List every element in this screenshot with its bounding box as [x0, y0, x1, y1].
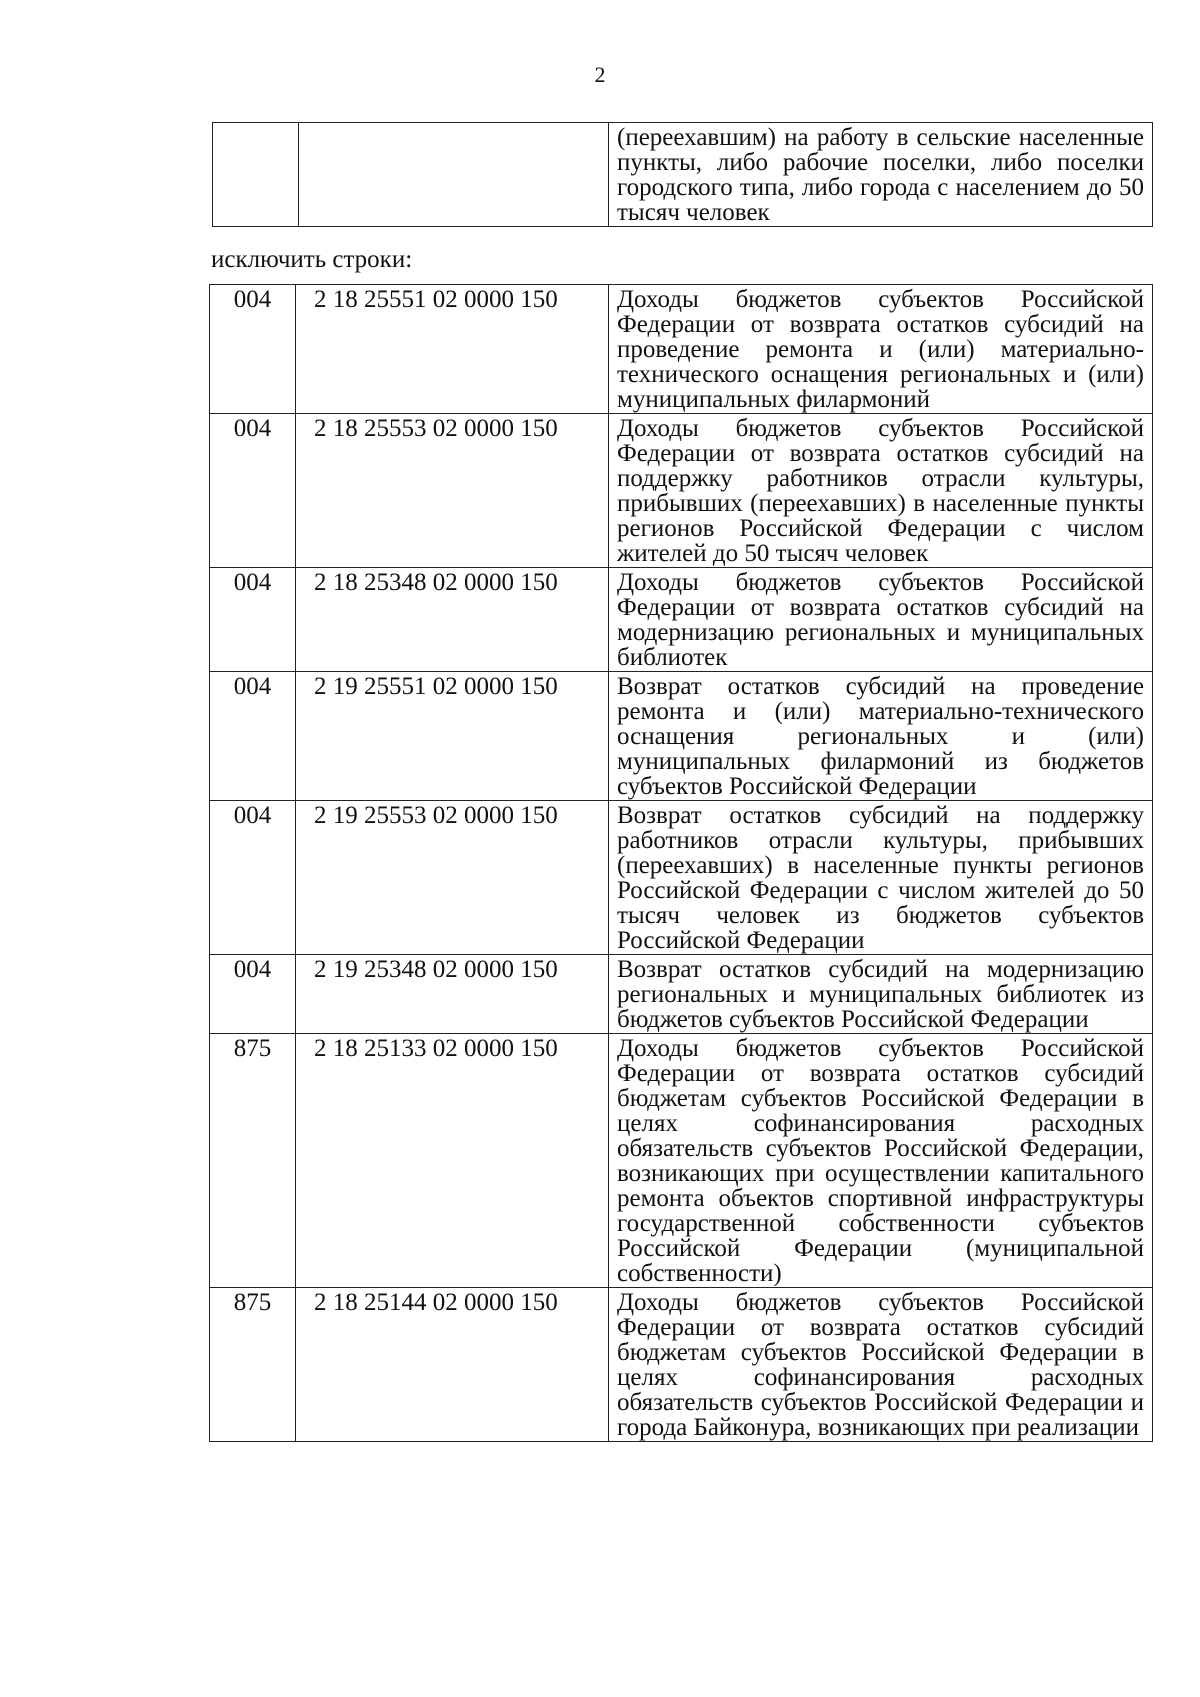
page-number: 2 — [594, 62, 606, 87]
table-row — [210, 801, 1153, 955]
admin-code-cell: 004 — [210, 672, 296, 801]
income-code-cell — [299, 123, 609, 227]
continuation-table — [212, 122, 1153, 227]
section-label: исключить строки: — [211, 246, 413, 273]
excluded-rows-table — [209, 284, 1153, 1442]
description-cell: (переехавшим) на работу в сельские населенные пункты, либо рабочие поселки, либо поселки городского типа, либо города с населением до 50 тысяч человек — [609, 123, 1153, 227]
admin-code-cell: 004 — [210, 801, 296, 955]
description-cell: Возврат остатков субсидий на модернизацию региональных и муниципальных библиотек из бюджетов субъектов Российской Федерации — [609, 955, 1153, 1034]
income-code-cell: 2 18 25551 02 0000 150 — [296, 285, 609, 414]
income-code-cell: 2 18 25348 02 0000 150 — [296, 568, 609, 672]
description-cell: Доходы бюджетов субъектов Российской Федерации от возврата остатков субсидий бюджетам субъектов Российской Федерации в целях софинансирования расходных обязательств субъектов Российской Федерации и города Байконура, возникающих при реализации — [609, 1288, 1153, 1442]
table-row — [213, 123, 1153, 227]
income-code-cell: 2 18 25553 02 0000 150 — [296, 414, 609, 568]
admin-code-cell: 004 — [210, 414, 296, 568]
description-cell: Возврат остатков субсидий на поддержку работников отрасли культуры, прибывших (переехавших) в населенные пункты регионов Российской Федерации с числом жителей до 50 тысяч человек из бюджетов субъектов Российской Федерации — [609, 801, 1153, 955]
admin-code-cell: 875 — [210, 1288, 296, 1442]
table-row — [210, 414, 1153, 568]
income-code-cell: 2 19 25551 02 0000 150 — [296, 672, 609, 801]
income-code-cell: 2 18 25144 02 0000 150 — [296, 1288, 609, 1442]
table-row — [210, 1288, 1153, 1442]
income-code-cell: 2 19 25348 02 0000 150 — [296, 955, 609, 1034]
table-row — [210, 285, 1153, 414]
income-code-cell: 2 18 25133 02 0000 150 — [296, 1034, 609, 1288]
table-row — [210, 955, 1153, 1034]
table-row — [210, 568, 1153, 672]
description-cell: Возврат остатков субсидий на проведение ремонта и (или) материально-технического оснащения региональных и (или) муниципальных филармоний из бюджетов субъектов Российской Федерации — [609, 672, 1153, 801]
description-cell: Доходы бюджетов субъектов Российской Федерации от возврата остатков субсидий бюджетам субъектов Российской Федерации в целях софинансирования расходных обязательств субъектов Российской Федерации, возникающих при осуществлении капитального ремонта объектов спортивной инфраструктуры государственной собственности субъектов Российской Федерации (муниципальной собственности) — [609, 1034, 1153, 1288]
table-row — [210, 672, 1153, 801]
description-cell: Доходы бюджетов субъектов Российской Федерации от возврата остатков субсидий на проведение ремонта и (или) материально-технического оснащения региональных и (или) муниципальных филармоний — [609, 285, 1153, 414]
description-cell: Доходы бюджетов субъектов Российской Федерации от возврата остатков субсидий на поддержку работников отрасли культуры, прибывших (переехавших) в населенные пункты регионов Российской Федерации с числом жителей до 50 тысяч человек — [609, 414, 1153, 568]
description-cell: Доходы бюджетов субъектов Российской Федерации от возврата остатков субсидий на модернизацию региональных и муниципальных библиотек — [609, 568, 1153, 672]
income-code-cell: 2 19 25553 02 0000 150 — [296, 801, 609, 955]
admin-code-cell: 004 — [210, 568, 296, 672]
table-row — [210, 1034, 1153, 1288]
admin-code-cell: 004 — [210, 285, 296, 414]
admin-code-cell — [213, 123, 299, 227]
table-body — [210, 285, 1153, 1442]
admin-code-cell: 875 — [210, 1034, 296, 1288]
admin-code-cell: 004 — [210, 955, 296, 1034]
